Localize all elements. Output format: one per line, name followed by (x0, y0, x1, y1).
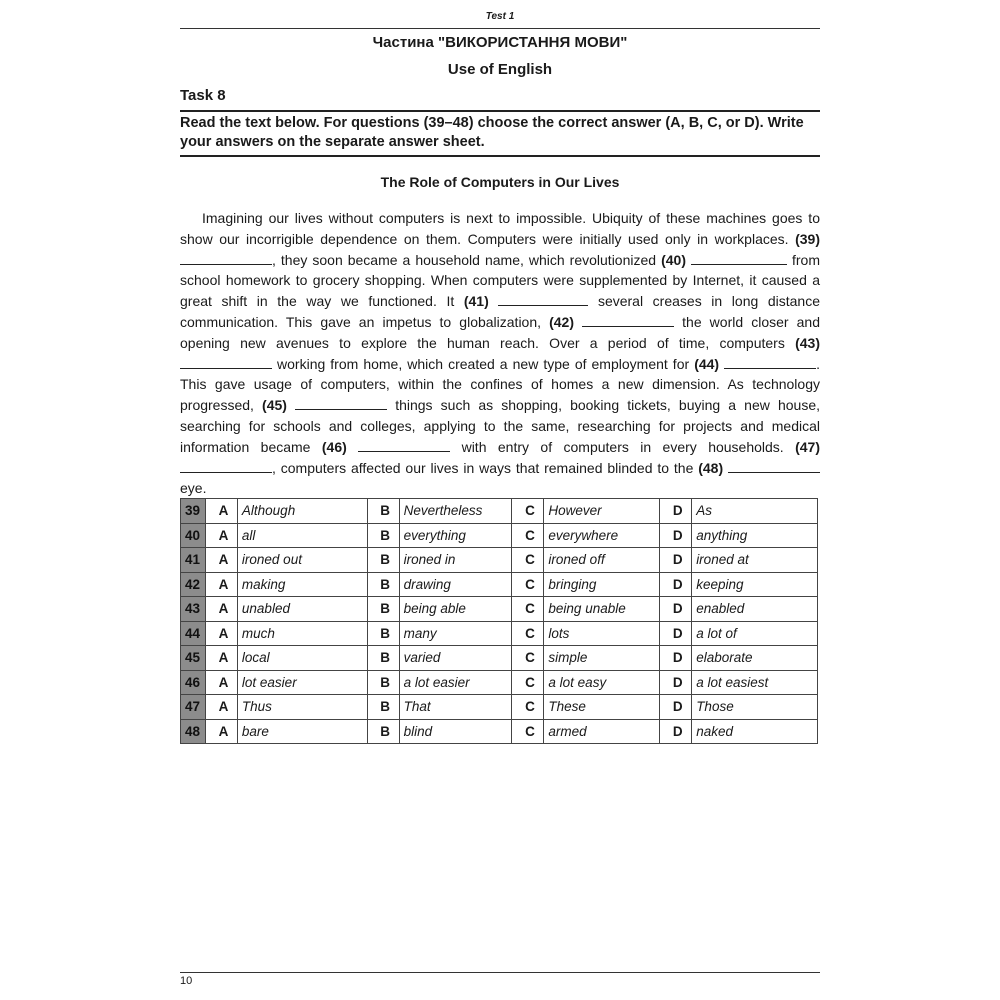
option-letter: D (660, 646, 692, 671)
option-b: many (399, 621, 512, 646)
option-c: lots (544, 621, 660, 646)
option-letter: D (660, 597, 692, 622)
table-row (181, 597, 818, 622)
option-b: Nevertheless (399, 499, 512, 524)
option-letter: C (512, 548, 544, 573)
blank-43 (180, 356, 272, 369)
option-d: a lot of (692, 621, 818, 646)
question-number: 47 (181, 695, 206, 720)
page-number: 10 (180, 975, 193, 987)
option-letter: A (205, 548, 237, 573)
subtitle: Use of English (447, 61, 553, 78)
passage-text: several creases in long distance communication. This gave an impetus to globalization, (180, 293, 821, 330)
table-row (181, 523, 818, 548)
option-d: naked (692, 719, 818, 744)
option-a: bare (237, 719, 367, 744)
question-number: 45 (181, 646, 206, 671)
text-title: The Role of Computers in Our Lives (380, 174, 620, 190)
blank-48 (728, 460, 820, 473)
option-letter: B (367, 548, 399, 573)
option-letter: A (205, 499, 237, 524)
option-d: keeping (692, 572, 818, 597)
option-c: However (544, 499, 660, 524)
option-a: much (237, 621, 367, 646)
option-letter: D (660, 572, 692, 597)
option-d: anything (692, 523, 818, 548)
option-d: ironed at (692, 548, 818, 573)
option-c: ironed off (544, 548, 660, 573)
question-marker-42: (42) (549, 313, 574, 330)
blank-41 (498, 293, 588, 306)
option-letter: B (367, 523, 399, 548)
passage-text: working from home, which created a new type of employment for (272, 355, 695, 372)
blank-45 (295, 397, 387, 410)
task-heading: Task 8 (180, 87, 226, 104)
question-number: 46 (181, 670, 206, 695)
option-b: everything (399, 523, 512, 548)
option-c: armed (544, 719, 660, 744)
table-row (181, 499, 818, 524)
option-letter: C (512, 499, 544, 524)
table-row (181, 646, 818, 671)
option-a: making (237, 572, 367, 597)
blank-47 (180, 460, 272, 473)
question-number: 41 (181, 548, 206, 573)
blank-46 (358, 439, 450, 452)
option-letter: C (512, 646, 544, 671)
table-row (181, 695, 818, 720)
option-letter: C (512, 523, 544, 548)
option-letter: A (205, 572, 237, 597)
option-d: enabled (692, 597, 818, 622)
option-letter: D (660, 695, 692, 720)
option-c: being unable (544, 597, 660, 622)
option-c: bringing (544, 572, 660, 597)
table-row (181, 572, 818, 597)
option-letter: B (367, 621, 399, 646)
blank-42 (582, 314, 674, 327)
table-row (181, 548, 818, 573)
option-b: ironed in (399, 548, 512, 573)
option-d: Those (692, 695, 818, 720)
passage-text: eye. (180, 480, 207, 497)
option-letter: D (660, 548, 692, 573)
blank-40 (691, 252, 787, 265)
option-letter: A (205, 621, 237, 646)
passage-text: Imagining our lives without computers is next to impossible. Ubiquity of these machines goes to show our incorrigible dependence on them. Computers were initially used only in workplaces. (180, 210, 820, 247)
option-d: a lot easiest (692, 670, 818, 695)
option-a: ironed out (237, 548, 367, 573)
question-number: 44 (181, 621, 206, 646)
passage-text: . This gave usage of computers, within the confines of homes a new dimension. As technology progressed, (180, 355, 821, 414)
question-marker-45: (45) (262, 397, 287, 414)
option-c: everywhere (544, 523, 660, 548)
option-letter: D (660, 499, 692, 524)
option-letter: A (205, 695, 237, 720)
option-b: blind (399, 719, 512, 744)
passage-text: , computers affected our lives in ways that remained blinded to the (272, 459, 699, 476)
question-marker-39: (39) (795, 230, 820, 247)
option-letter: C (512, 695, 544, 720)
passage-text: the world closer and opening new avenues to explore the human reach. Over a period of time, computers (180, 313, 820, 351)
table-row (181, 670, 818, 695)
option-letter: B (367, 695, 399, 720)
option-letter: C (512, 670, 544, 695)
option-letter: C (512, 719, 544, 744)
option-letter: A (205, 597, 237, 622)
section-title: Частина "ВИКОРИСТАННЯ МОВИ" (372, 34, 628, 51)
question-marker-48: (48) (698, 459, 724, 476)
option-b: being able (399, 597, 512, 622)
passage-text: , they soon became a household name, which revolutionized (272, 251, 662, 268)
question-marker-44: (44) (694, 355, 720, 372)
option-letter: B (367, 597, 399, 622)
option-letter: D (660, 670, 692, 695)
passage-text: with entry of computers in every households. (450, 438, 796, 455)
option-a: lot easier (237, 670, 367, 695)
option-letter: A (205, 646, 237, 671)
footer-rule (180, 972, 820, 973)
passage (180, 208, 820, 499)
table-row (181, 621, 818, 646)
option-letter: C (512, 621, 544, 646)
option-a: unabled (237, 597, 367, 622)
header-rule (180, 28, 820, 29)
option-letter: A (205, 670, 237, 695)
option-b: varied (399, 646, 512, 671)
option-letter: D (660, 719, 692, 744)
option-d: elaborate (692, 646, 818, 671)
question-number: 39 (181, 499, 206, 524)
option-d: As (692, 499, 818, 524)
option-a: Although (237, 499, 367, 524)
option-letter: B (367, 719, 399, 744)
option-letter: B (367, 670, 399, 695)
question-number: 43 (181, 597, 206, 622)
question-number: 42 (181, 572, 206, 597)
option-letter: B (367, 646, 399, 671)
option-letter: B (367, 572, 399, 597)
question-number: 40 (181, 523, 206, 548)
option-letter: A (205, 523, 237, 548)
instructions: Read the text below. For questions (39–48) choose the correct answer (A, B, C, or D). Write your answers on the separate answer sheet. (180, 115, 804, 150)
option-c: These (544, 695, 660, 720)
option-letter: B (367, 499, 399, 524)
option-b: a lot easier (399, 670, 512, 695)
option-letter: D (660, 523, 692, 548)
option-a: all (237, 523, 367, 548)
question-marker-43: (43) (795, 334, 820, 351)
passage-text: from school homework to grocery shopping. When computers were supplemented by Internet, it caused a great shift in the way we functioned. It (180, 251, 821, 310)
option-c: a lot easy (544, 670, 660, 695)
option-letter: C (512, 597, 544, 622)
option-b: That (399, 695, 512, 720)
option-letter: D (660, 621, 692, 646)
question-marker-41: (41) (463, 293, 489, 310)
page (180, 0, 820, 1000)
passage-text: things such as shopping, booking tickets, buying a new house, searching for schools and colleges, applying to the same, researching for projects and medical information became (180, 397, 820, 455)
blank-44 (724, 356, 816, 369)
instructions-bottom-rule (180, 155, 820, 157)
answer-options-table (180, 498, 818, 744)
question-marker-46: (46) (321, 438, 347, 455)
option-letter: A (205, 719, 237, 744)
table-row (181, 719, 818, 744)
question-marker-47: (47) (795, 438, 821, 455)
blank-39 (180, 252, 272, 265)
instructions-top-rule (180, 110, 820, 112)
option-b: drawing (399, 572, 512, 597)
option-a: Thus (237, 695, 367, 720)
test-label: Test 1 (485, 11, 515, 22)
option-c: simple (544, 646, 660, 671)
question-number: 48 (181, 719, 206, 744)
option-letter: C (512, 572, 544, 597)
question-marker-40: (40) (661, 251, 686, 268)
option-a: local (237, 646, 367, 671)
